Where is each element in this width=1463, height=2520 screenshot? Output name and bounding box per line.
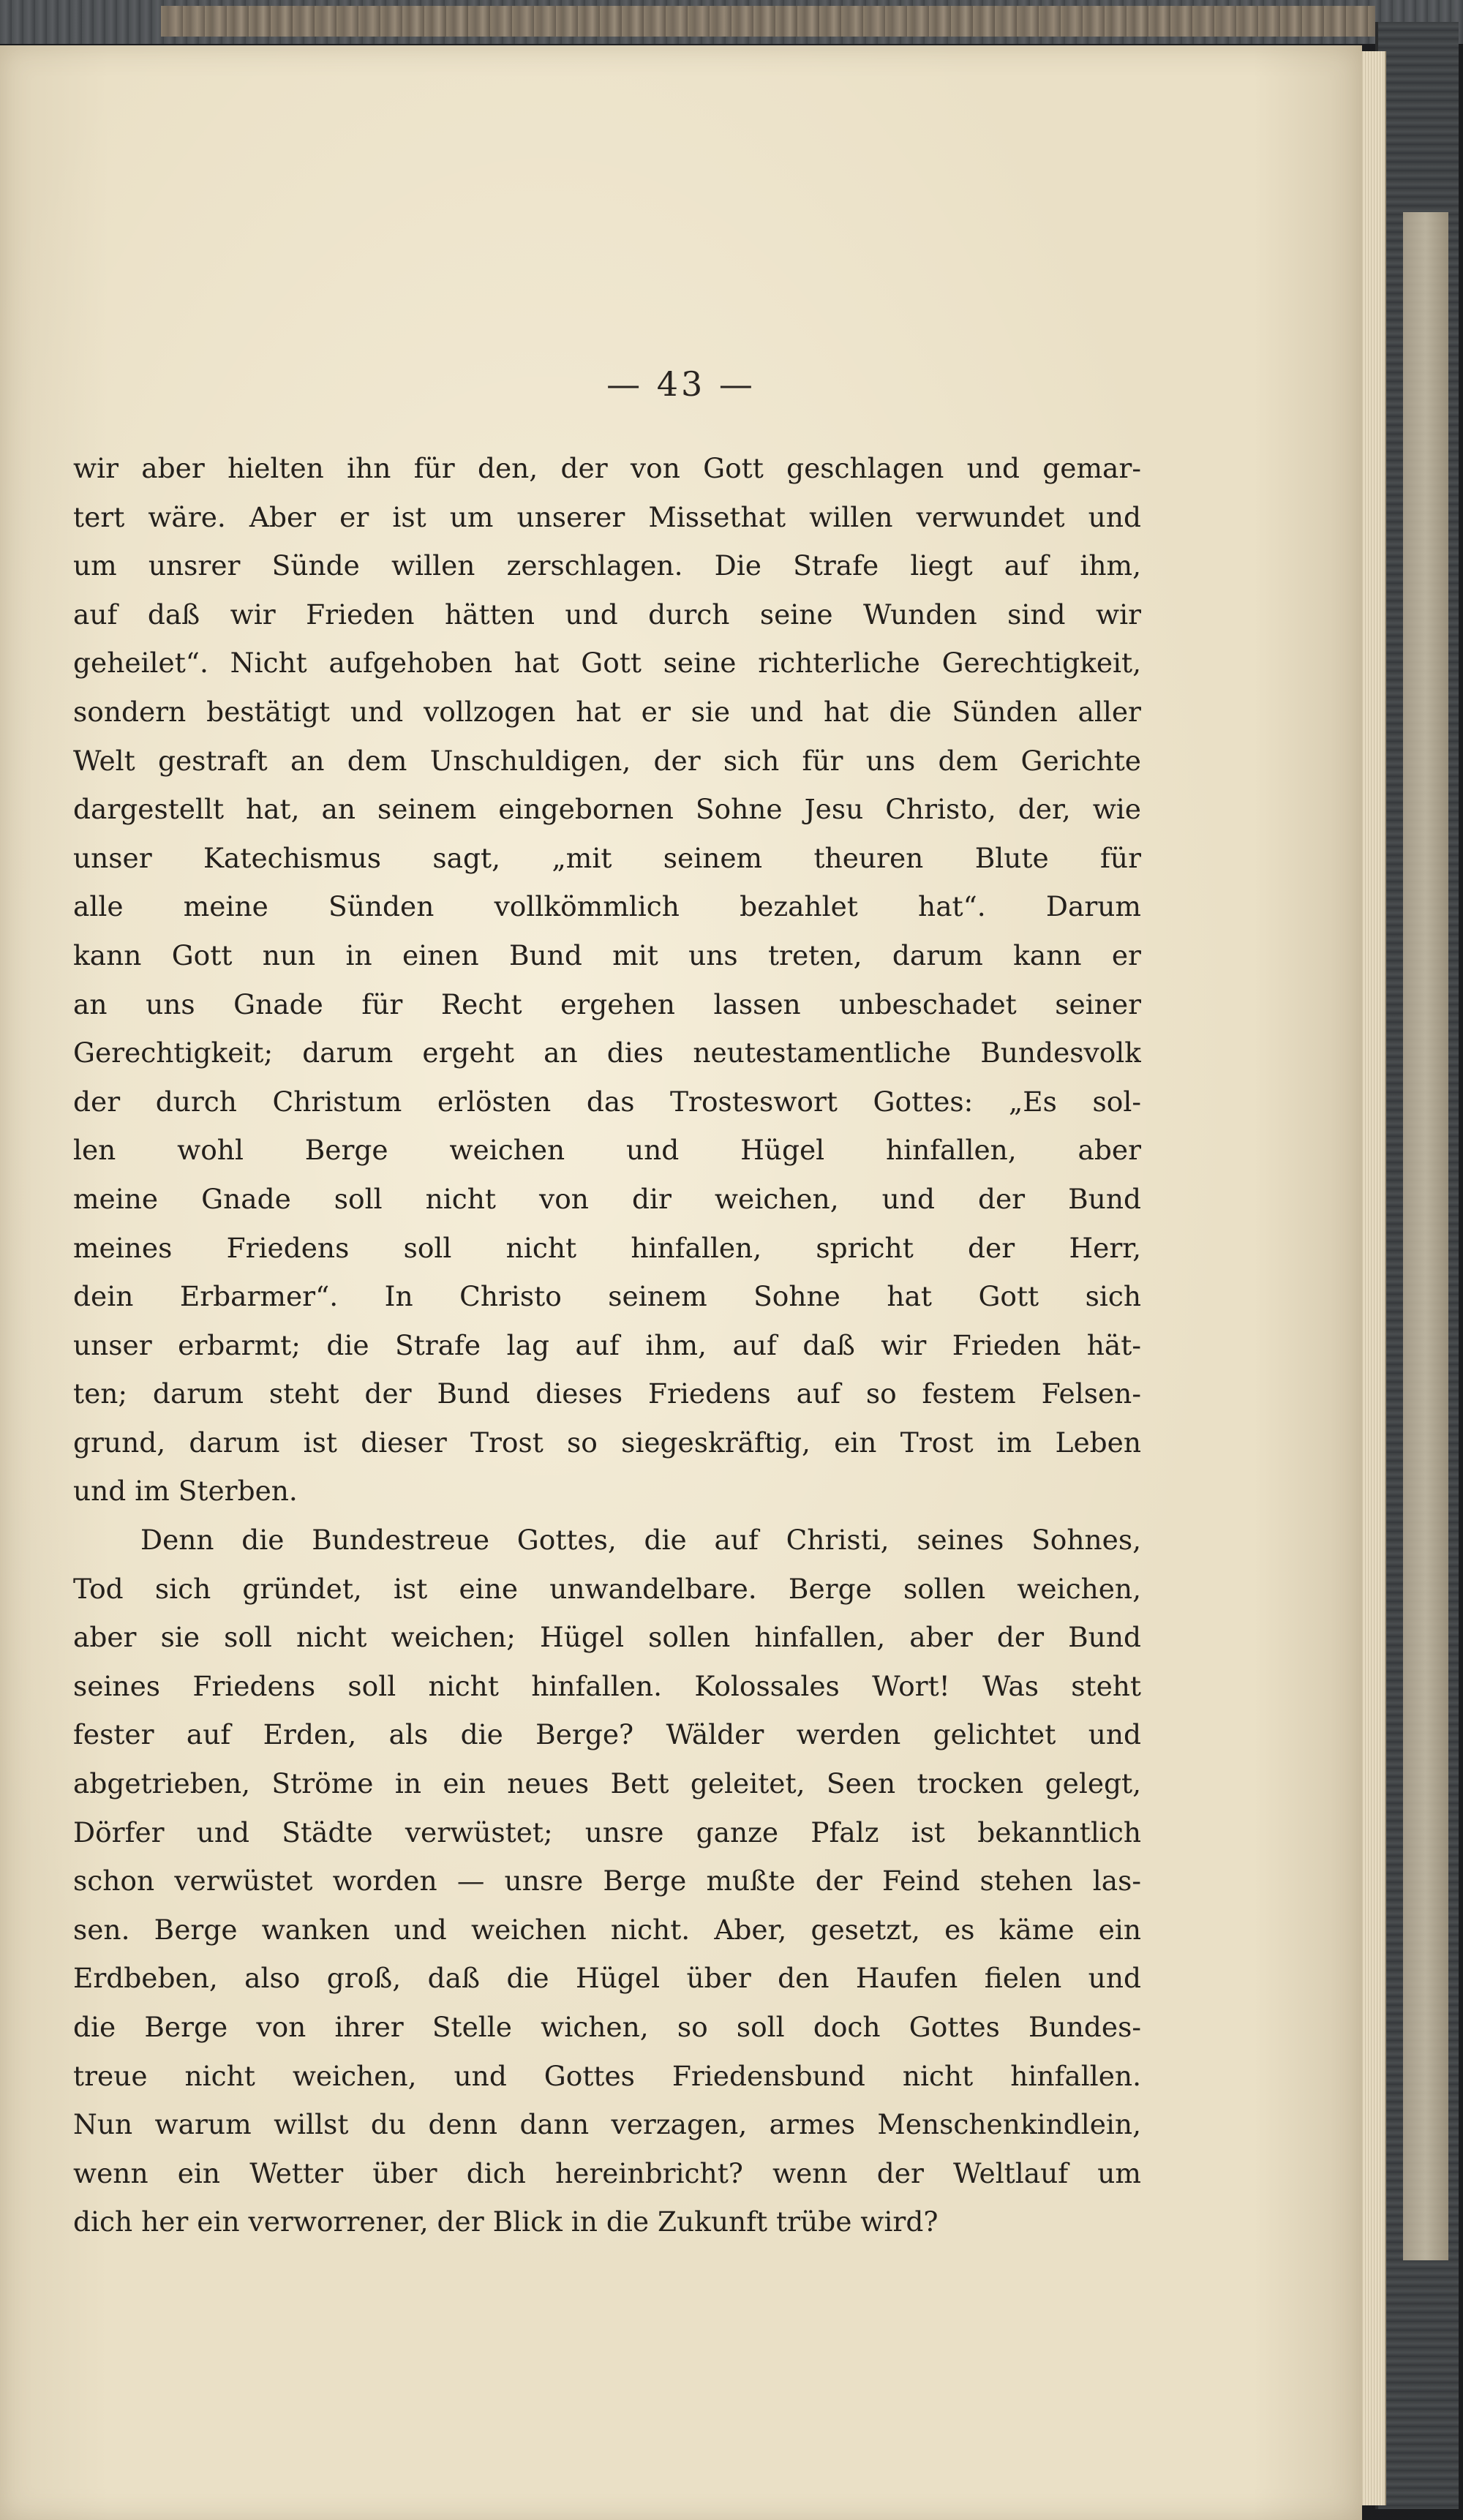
page-number: — 43 — (606, 364, 756, 404)
text-line: Welt gestraft an dem Unschuldigen, der sich für uns dem Gerichte (73, 744, 1141, 777)
text-line: unser Katechismus sagt, „mit seinem theuren Blute für (73, 841, 1141, 874)
text-line: Nun warum willst du denn dann verzagen, armes Menschenkindlein, (73, 2108, 1141, 2141)
body-text (73, 444, 1141, 2246)
text-line: kann Gott nun in einen Bund mit uns treten, darum kann er (73, 939, 1141, 971)
text-line: len wohl Berge weichen und Hügel hinfallen, aber (73, 1134, 1141, 1167)
text-line: Erdbeben, also groß, daß die Hügel über den Haufen fielen und (73, 1962, 1141, 1995)
text-line: aber sie soll nicht weichen; Hügel sollen hinfallen, aber der Bund (73, 1621, 1141, 1654)
text-line: Gerechtigkeit; darum ergeht an dies neutestamentliche Bundesvolk (73, 1037, 1141, 1069)
text-line: wenn ein Wetter über dich hereinbricht? wenn der Weltlauf um (73, 2156, 1141, 2189)
text-line: grund, darum ist dieser Trost so siegeskräftig, ein Trost im Leben (73, 1426, 1141, 1459)
book-cover-edge (1375, 22, 1459, 2509)
text-line: fester auf Erden, als die Berge? Wälder werden gelichtet und (73, 1718, 1141, 1751)
text-line: dein Erbarmer“. In Christo seinem Sohne hat Gott sich (73, 1280, 1141, 1313)
text-line: sondern bestätigt und vollzogen hat er sie und hat die Sünden aller (73, 695, 1141, 728)
text-line: Tod sich gründet, ist eine unwandelbare. Berge sollen weichen, (73, 1572, 1141, 1605)
book-top-edge (0, 0, 1463, 44)
text-line: alle meine Sünden vollkömmlich bezahlet hat“. Darum (73, 890, 1141, 923)
text-line: Denn die Bundestreue Gottes, die auf Christi, seines Sohnes, (140, 1524, 1141, 1557)
text-line: dargestellt hat, an seinem eingebornen Sohne Jesu Christo, der, wie (73, 793, 1141, 826)
text-line: tert wäre. Aber er ist um unserer Missethat willen verwundet und (73, 500, 1141, 533)
text-line: schon verwüstet worden — unsre Berge mußte der Feind stehen las- (73, 1865, 1141, 1897)
paragraph-2 (73, 1516, 1141, 2246)
text-line: geheilet“. Nicht aufgehoben hat Gott seine richterliche Gerechtigkeit, (73, 647, 1141, 680)
text-line: dich her ein verworrener, der Blick in die Zukunft trübe wird? (73, 2205, 939, 2238)
text-line: meine Gnade soll nicht von dir weichen, und der Bund (73, 1182, 1141, 1215)
text-line: und im Sterben. (73, 1475, 298, 1508)
text-line: unser erbarmt; die Strafe lag auf ihm, auf daß wir Frieden hät- (73, 1328, 1141, 1361)
text-line: ten; darum steht der Bund dieses Friedens auf so festem Felsen- (73, 1377, 1141, 1410)
text-line: auf daß wir Frieden hätten und durch seine Wunden sind wir (73, 598, 1141, 631)
text-line: an uns Gnade für Recht ergehen lassen unbeschadet seiner (73, 988, 1141, 1020)
text-line: die Berge von ihrer Stelle wichen, so soll doch Gottes Bundes- (73, 2011, 1141, 2043)
text-line: abgetrieben, Ströme in ein neues Bett geleitet, Seen trocken gelegt, (73, 1767, 1141, 1800)
paragraph-1 (73, 444, 1141, 1516)
cover-paper-strip (1403, 212, 1448, 2260)
text-line: der durch Christum erlösten das Trosteswort Gottes: „Es sol- (73, 1085, 1141, 1118)
text-line: meines Friedens soll nicht hinfallen, spricht der Herr, (73, 1231, 1141, 1264)
book-page (0, 45, 1362, 2520)
marbled-cover-strip (161, 6, 1375, 37)
text-line: wir aber hielten ihn für den, der von Gott geschlagen und gemar- (73, 452, 1141, 484)
text-line: seines Friedens soll nicht hinfallen. Kolossales Wort! Was steht (73, 1669, 1141, 1702)
text-line: Dörfer und Städte verwüstet; unsre ganze Pfalz ist bekanntlich (73, 1816, 1141, 1848)
text-line: treue nicht weichen, und Gottes Friedensbund nicht hinfallen. (73, 2059, 1141, 2092)
text-line: sen. Berge wanken und weichen nicht. Aber, gesetzt, es käme ein (73, 1913, 1141, 1946)
text-line: um unsrer Sünde willen zerschlagen. Die Strafe liegt auf ihm, (73, 549, 1141, 582)
